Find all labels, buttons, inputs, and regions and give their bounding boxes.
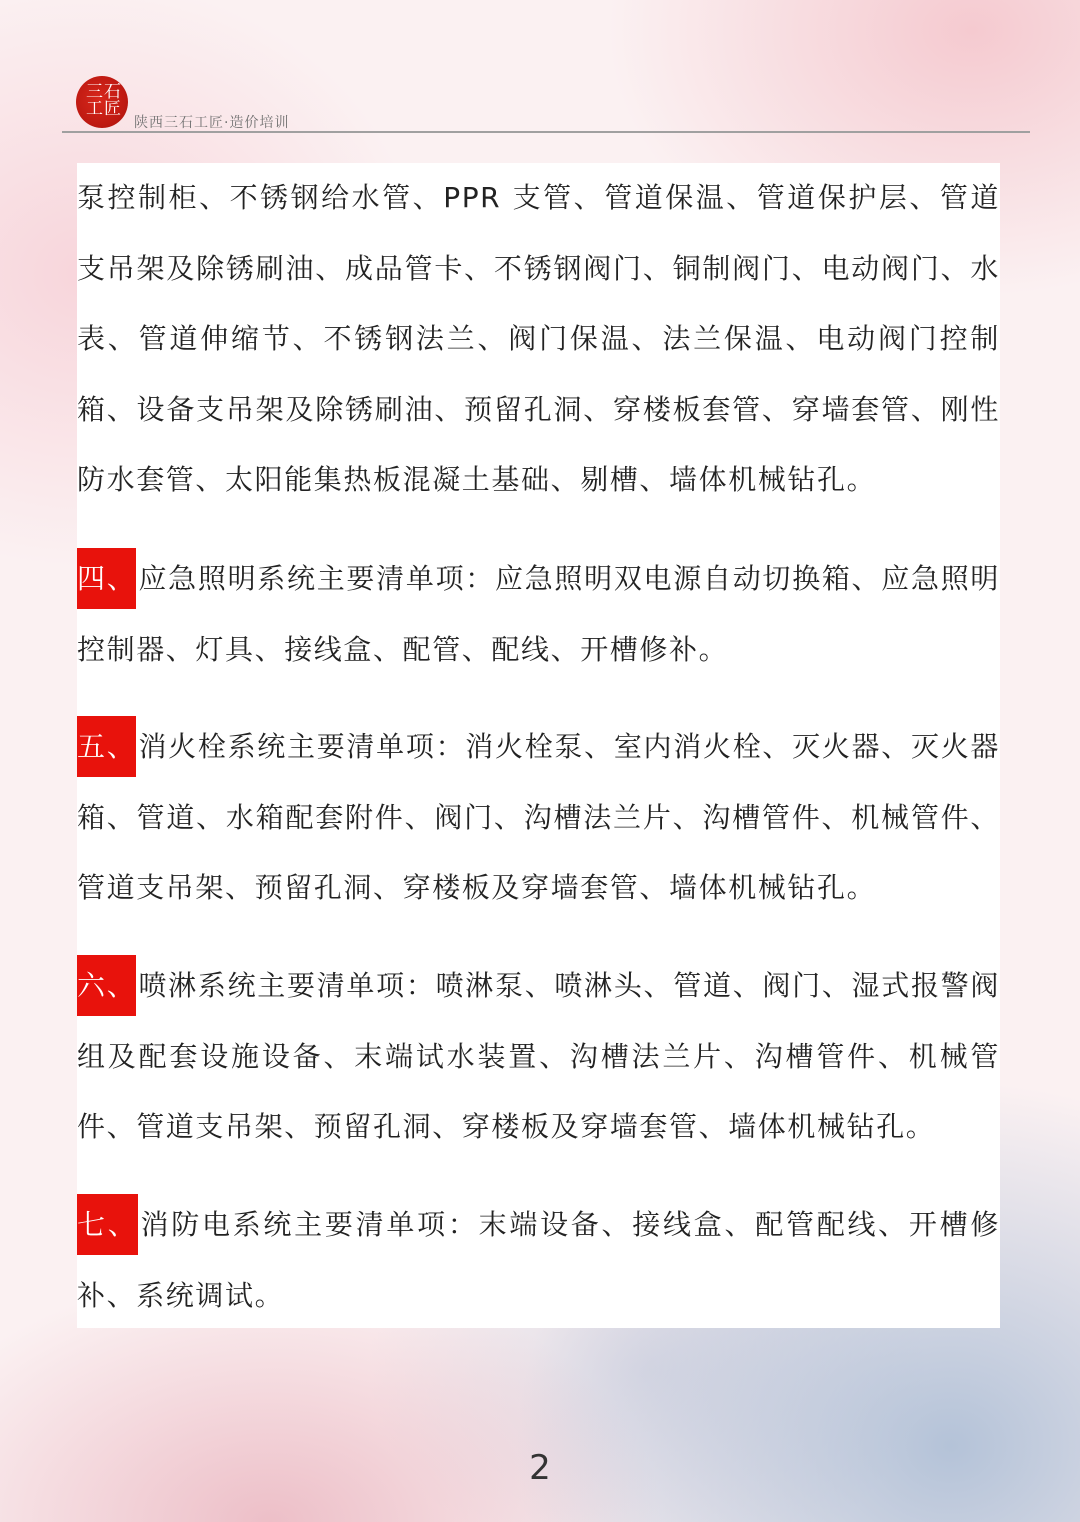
page-header <box>62 70 1032 134</box>
paragraph-text: 泵控制柜、不锈钢给水管、PPR 支管、管道保温、管道保护层、管道支吊架及除锈刷油、成品管卡、不锈钢阀门、铜制阀门、电动阀门、水表、管道伸缩节、不锈钢法兰、阀门保温、法兰保温、电动阀门控制箱、设备支吊架及除锈刷油、预留孔洞、穿楼板套管、穿墙套管、刚性防水套管、太阳能集热板混凝土基础、剔槽、墙体机械钻孔。 <box>77 181 1000 496</box>
header-divider <box>62 131 1030 133</box>
section-number-tag: 六、 <box>77 955 136 1016</box>
paragraph-section-4 <box>77 544 1000 685</box>
paragraph-text: 喷淋系统主要清单项：喷淋泵、喷淋头、管道、阀门、湿式报警阀组及配套设施设备、末端试水装置、沟槽法兰片、沟槽管件、机械管件、管道支吊架、预留孔洞、穿楼板及穿墙套管、墙体机械钻孔。 <box>77 969 1001 1143</box>
brand-name: 陕西三石工匠·造价培训 <box>134 115 290 131</box>
paragraph-section-5 <box>77 712 1000 924</box>
section-number-tag: 四、 <box>77 548 136 609</box>
paragraph-continued <box>77 163 1000 516</box>
paragraph-section-6 <box>77 951 1000 1163</box>
paragraph-text: 消防电系统主要清单项：末端设备、接线盒、配管配线、开槽修补、系统调试。 <box>77 1208 1000 1312</box>
brand-logo-text: 三石工匠 <box>86 82 122 119</box>
paragraph-section-7 <box>77 1190 1000 1331</box>
content-panel <box>77 163 1000 1328</box>
page-number: 2 <box>529 1448 551 1488</box>
paragraph-text: 应急照明系统主要清单项：应急照明双电源自动切换箱、应急照明控制器、灯具、接线盒、配管、配线、开槽修补。 <box>77 562 1001 666</box>
section-number-tag: 五、 <box>77 716 136 777</box>
paragraph-text: 消火栓系统主要清单项：消火栓泵、室内消火栓、灭火器、灭火器箱、管道、水箱配套附件、阀门、沟槽法兰片、沟槽管件、机械管件、管道支吊架、预留孔洞、穿楼板及穿墙套管、墙体机械钻孔。 <box>77 730 1001 904</box>
section-number-tag: 七、 <box>77 1194 138 1255</box>
